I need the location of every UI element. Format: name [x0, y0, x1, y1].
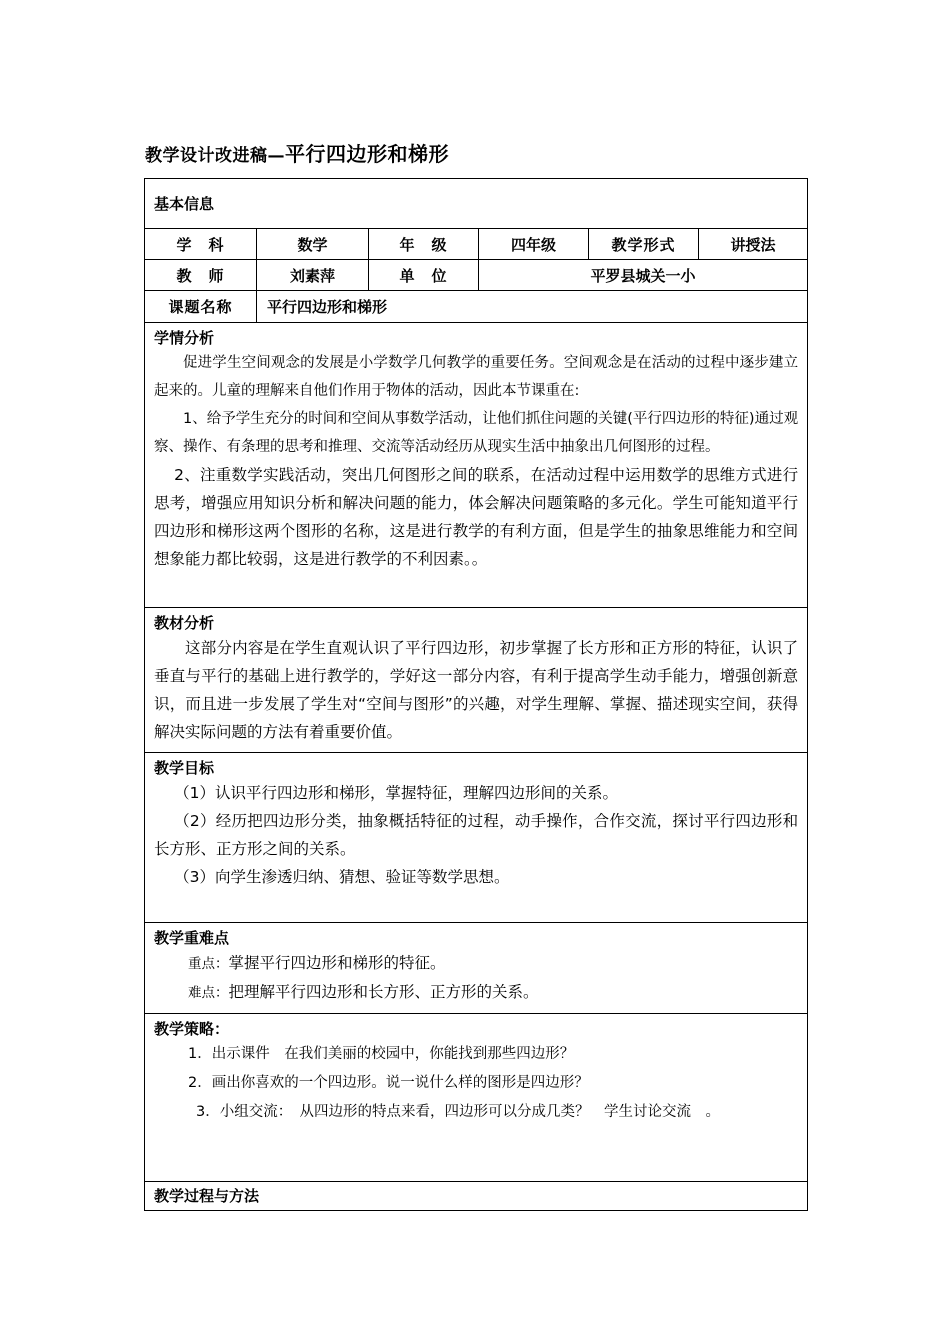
process-row [145, 1182, 808, 1211]
student-analysis-heading: 学情分析 [154, 329, 215, 347]
key-points-heading: 教学重难点 [154, 929, 230, 947]
student-analysis-row [145, 323, 808, 608]
teacher-value: 刘素萍 [257, 260, 369, 291]
unit-value: 平罗县城关一小 [479, 260, 808, 291]
teacher-label: 教 师 [145, 260, 257, 291]
material-analysis-row [145, 608, 808, 753]
lesson-plan-table [144, 178, 808, 1211]
title-main: 平行四边形和梯形 [285, 142, 449, 166]
student-analysis-paragraph: 促进学生空间观念的发展是小学数学几何教学的重要任务。空间观念是在活动的过程中逐步建立起来的。儿童的理解来自他们作用于物体的活动，因此本节课重在: [154, 355, 799, 399]
objectives-row [145, 753, 808, 923]
strategy-heading: 教学策略： [154, 1020, 230, 1038]
material-analysis-paragraph: 这部分内容是在学生直观认识了平行四边形，初步掌握了长方形和正方形的特征，认识了垂直与平行的基础上进行教学的，学好这一部分内容，有利于提高学生动手能力，增强创新意识，而且进一步发展了学生对“空间与图形”的兴趣，对学生理解、掌握、描述现实空间，获得解决实际问题的方法有着重要价值。 [154, 639, 799, 741]
objective-item: （1）认识平行四边形和梯形，掌握特征，理解四边形间的关系。 [174, 784, 619, 802]
subject-label: 学 科 [145, 229, 257, 260]
topic-row [145, 291, 808, 323]
key-point-text: 掌握平行四边形和梯形的特征。 [228, 954, 446, 972]
key-point-label: 重点： [188, 956, 229, 972]
document-title [145, 138, 449, 167]
difficulty-label: 难点： [188, 985, 229, 1001]
material-analysis-heading: 教材分析 [154, 614, 215, 632]
unit-label: 单 位 [369, 260, 479, 291]
strategy-item: 3．小组交流： 从四边形的特点来看，四边形可以分成几类？ 学生讨论交流 。 [196, 1104, 720, 1120]
objectives-heading: 教学目标 [154, 759, 215, 777]
topic-label: 课题名称 [145, 291, 257, 323]
teaching-form-value: 讲授法 [699, 229, 808, 260]
key-points-row [145, 923, 808, 1014]
difficulty-text: 把理解平行四边形和长方形、正方形的关系。 [228, 983, 539, 1001]
student-analysis-point-1: 1、给予学生充分的时间和空间从事数学活动，让他们抓住问题的关键(平行四边形的特征)通过观察、操作、有条理的思考和推理、交流等活动经历从现实生活中抽象出几何图形的过程。 [154, 411, 799, 455]
teaching-form-label: 教学形式 [589, 229, 699, 260]
subject-row [145, 229, 808, 260]
strategy-item: 1．出示课件 在我们美丽的校园中，你能找到那些四边形？ [188, 1046, 575, 1062]
objective-item: （3）向学生渗透归纳、猜想、验证等数学思想。 [174, 868, 510, 886]
student-analysis-point-2: 2、注重数学实践活动，突出几何图形之间的联系，在活动过程中运用数学的思维方式进行思考，增强应用知识分析和解决问题的能力，体会解决问题策略的多元化。学生可能知道平行四边形和梯形这两个图形的名称，这是进行教学的有利方面，但是学生的抽象思维能力和空间想象能力都比较弱，这是进行教学的不利因素。。 [154, 466, 799, 568]
strategy-item: 2．画出你喜欢的一个四边形。说一说什么样的图形是四边形？ [188, 1075, 589, 1091]
subject-value: 数学 [257, 229, 369, 260]
difficulty-line [154, 978, 798, 1007]
grade-label: 年 级 [369, 229, 479, 260]
basic-info-heading: 基本信息 [145, 179, 808, 229]
teacher-row [145, 260, 808, 291]
objective-item: （2）经历把四边形分类，抽象概括特征的过程，动手操作，合作交流，探讨平行四边形和长方形、正方形之间的关系。 [154, 812, 799, 858]
grade-value: 四年级 [479, 229, 589, 260]
topic-value: 平行四边形和梯形 [257, 291, 808, 323]
strategy-row [145, 1014, 808, 1182]
title-prefix: 教学设计改进稿— [145, 146, 285, 166]
process-heading: 教学过程与方法 [154, 1187, 260, 1205]
basic-info-row [145, 179, 808, 229]
key-point-line [154, 949, 798, 978]
